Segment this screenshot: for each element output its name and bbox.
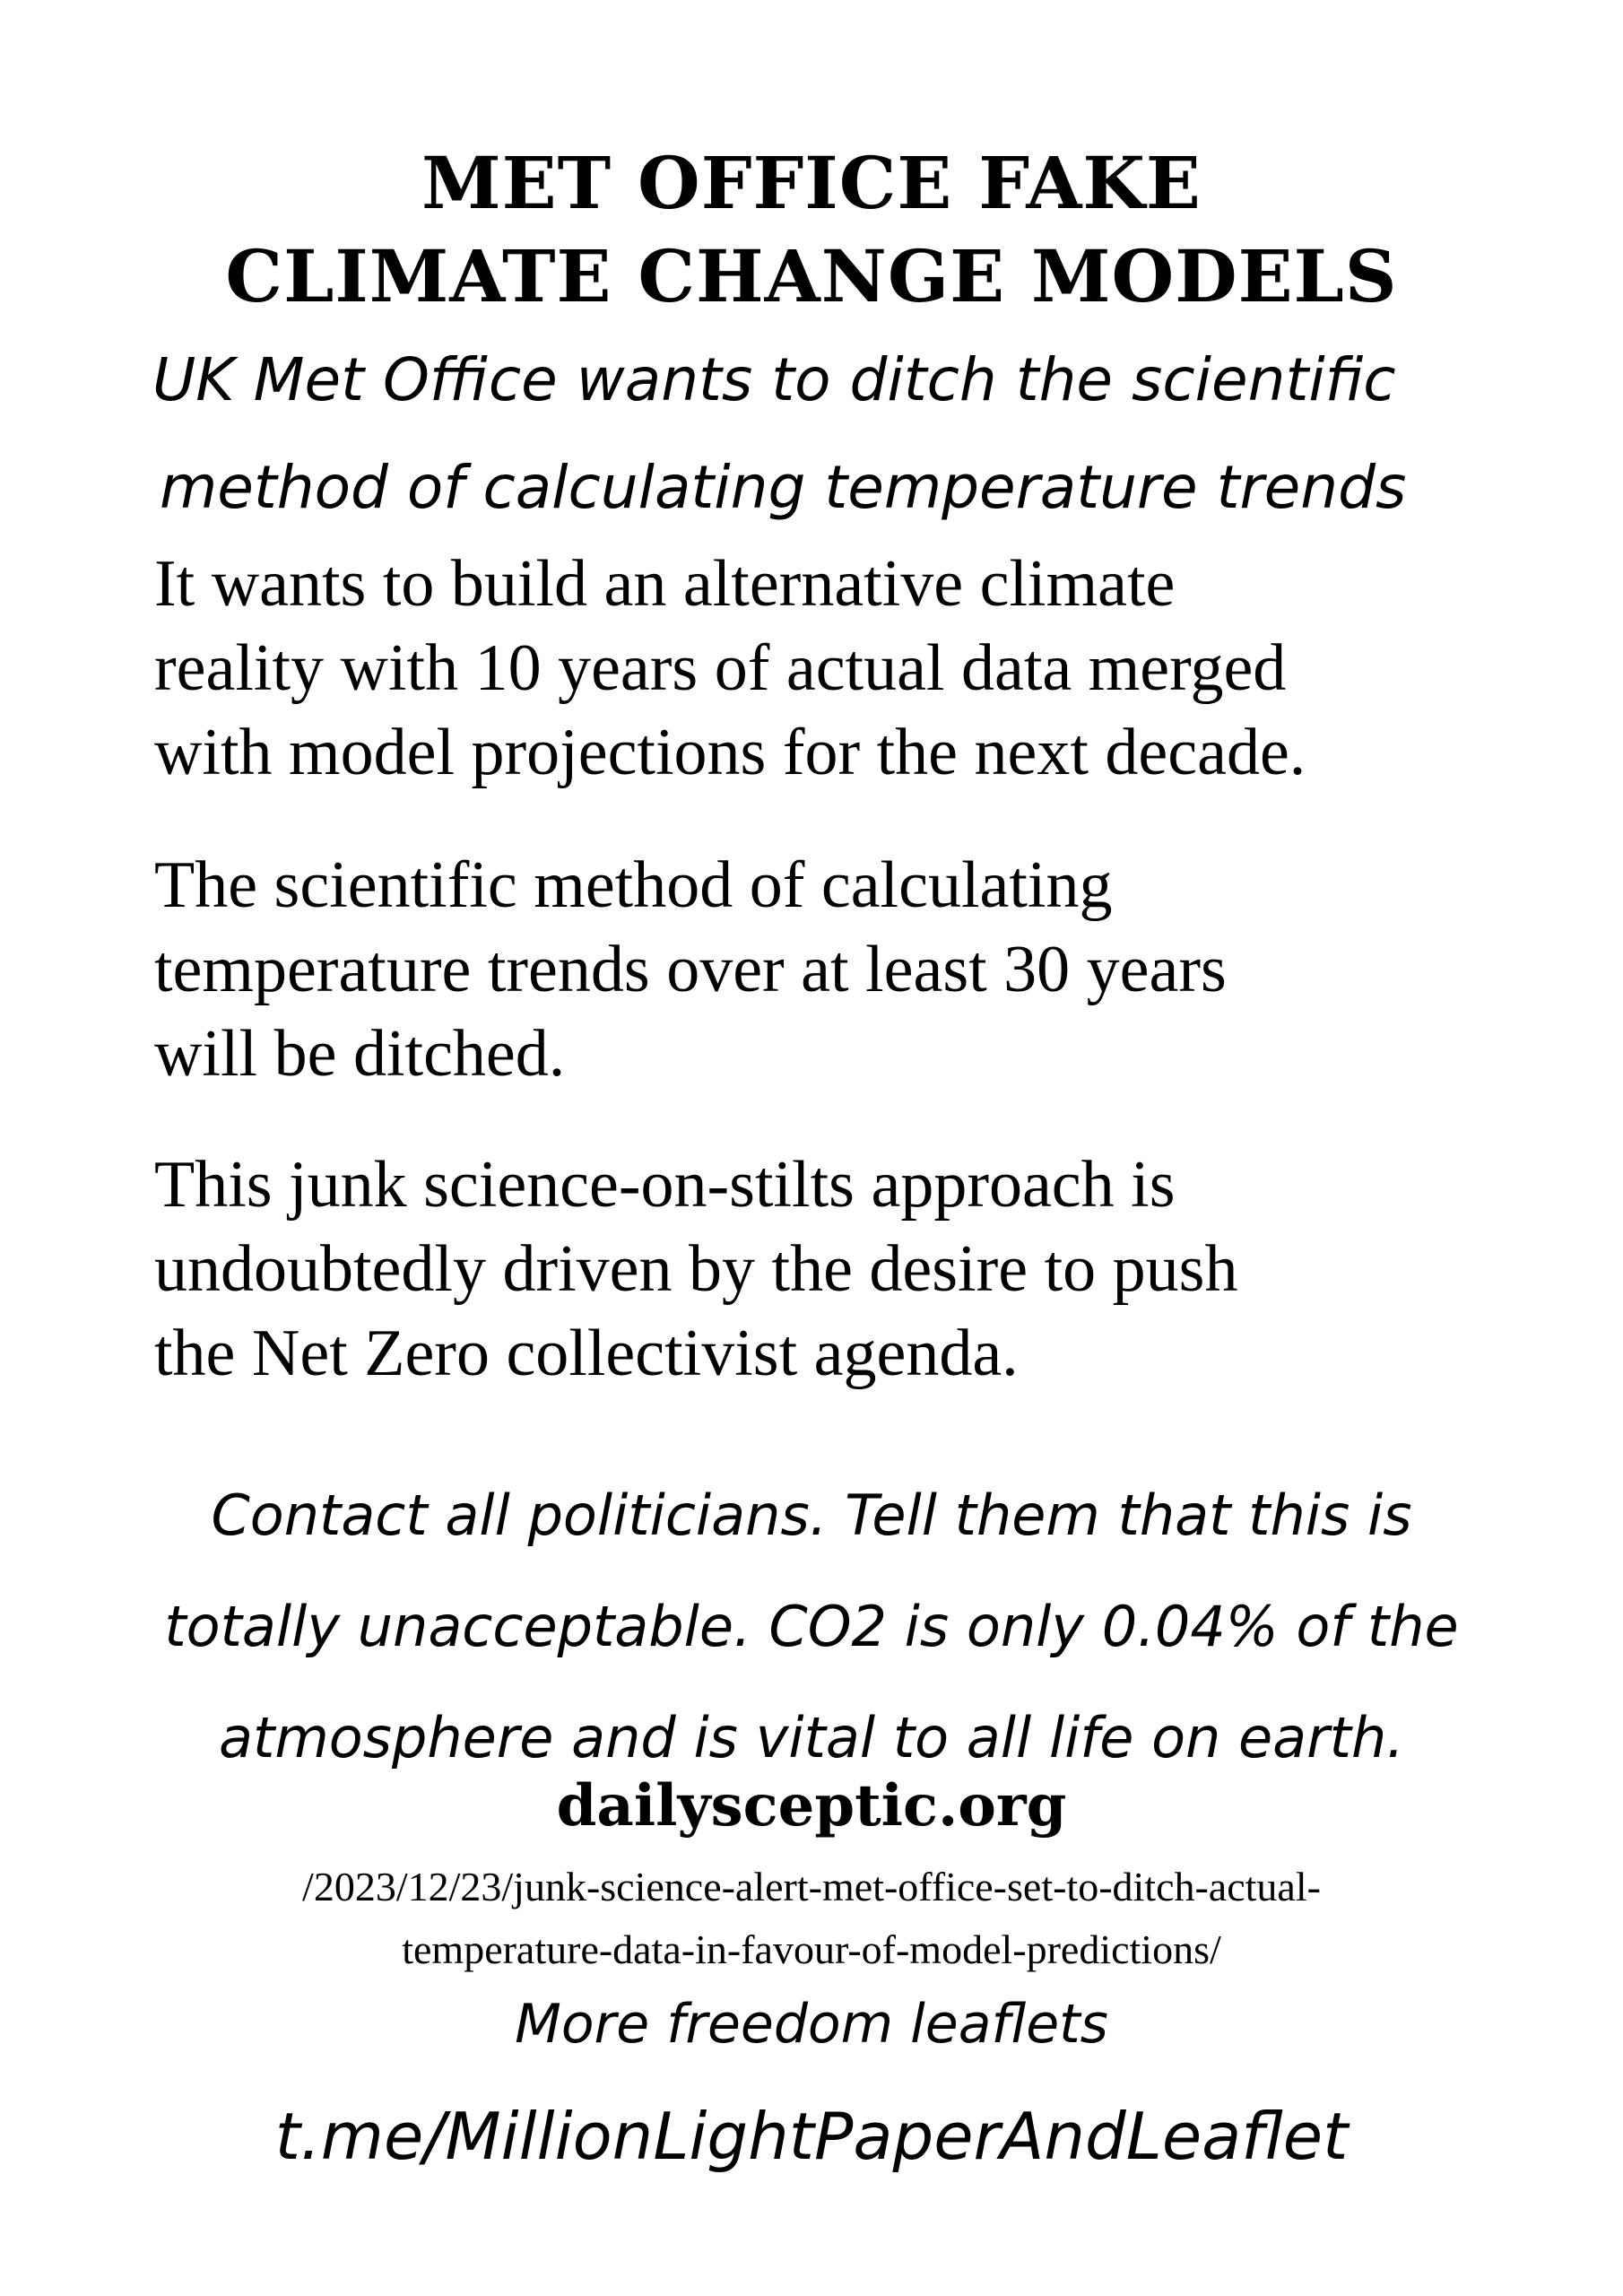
contact-line: atmosphere and is vital to all life on earth. <box>219 1705 1404 1770</box>
paragraph-line: It wants to build an alternative climate <box>154 547 1176 621</box>
more-leaflets-label: More freedom leaflets <box>515 1993 1108 2056</box>
paragraph-line: the Net Zero collectivist agenda. <box>154 1317 1019 1390</box>
paragraph-line: This junk science-on-stilts approach is <box>154 1148 1176 1222</box>
paragraph-line: will be ditched. <box>154 1017 566 1091</box>
paragraph-line: undoubtedly driven by the desire to push <box>154 1232 1238 1306</box>
paragraph-line: The scientific method of calculating <box>154 848 1113 922</box>
leaflet-title-line: CLIMATE CHANGE MODELS <box>225 234 1398 318</box>
contact-line: Contact all politicians. Tell them that this is <box>211 1483 1412 1548</box>
leaflet-subtitle-line: UK Met Office wants to ditch the scientific <box>152 345 1396 414</box>
telegram-link: t.me/MillionLightPaperAndLeaflet <box>274 2099 1349 2174</box>
leaflet-subtitle-line: method of calculating temperature trends <box>160 453 1407 522</box>
leaflet-title-line: MET OFFICE FAKE <box>421 141 1202 225</box>
source-site: dailysceptic.org <box>556 1772 1067 1839</box>
paragraph-line: with model projections for the next decade. <box>154 716 1306 789</box>
paragraph-alternative-reality <box>154 542 1553 795</box>
paragraph-line: temperature trends over at least 30 years <box>154 933 1227 1006</box>
source-path-line: temperature-data-in-favour-of-model-predictions/ <box>402 1926 1221 1972</box>
paragraph-scientific-method <box>154 843 1553 1096</box>
paragraph-line: reality with 10 years of actual data merged <box>154 631 1287 705</box>
contact-line: totally unacceptable. CO2 is only 0.04% of the <box>164 1594 1459 1659</box>
paragraph-net-zero <box>154 1143 1553 1396</box>
source-path-line: /2023/12/23/junk-science-alert-met-office-set-to-ditch-actual- <box>302 1864 1321 1909</box>
